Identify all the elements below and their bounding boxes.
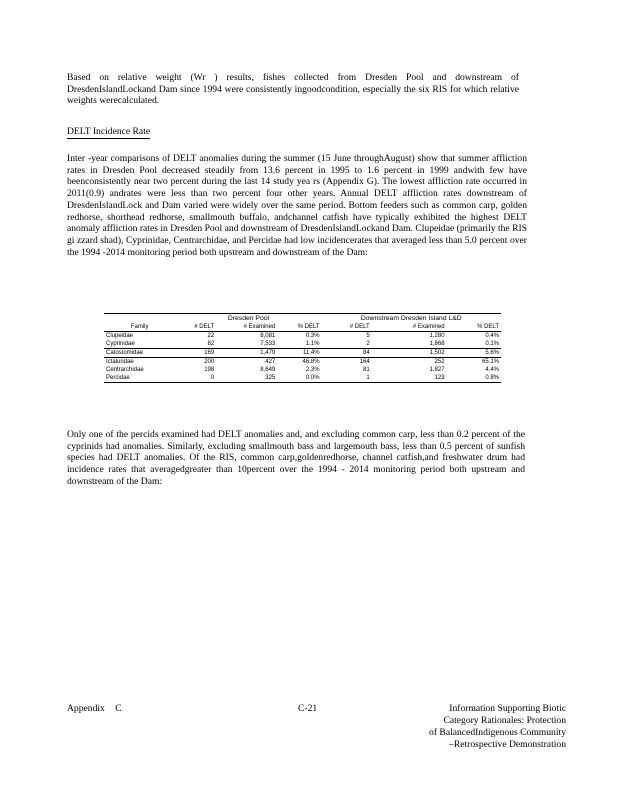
cell-examined-pool: 8,649 <box>260 367 276 373</box>
footer-title-line: Category Rationales: Protection <box>443 715 566 726</box>
cell-delt-downstream: 5 <box>366 333 370 339</box>
downstream-group-header: Downstream Dresden Island L&D <box>322 314 501 324</box>
cell-pct-downstream: 5.6% <box>447 349 501 358</box>
cell-examined-downstream: 123 <box>372 374 447 383</box>
cell-examined-pool: 1,479 <box>216 349 277 358</box>
cell-delt-pool: 198 <box>204 367 215 373</box>
dresden-pool-group-header: Dresden Pool <box>175 314 321 324</box>
cell-pct-downstream: 0.1% <box>447 340 501 349</box>
cell-examined-pool: 8,081 <box>260 333 276 339</box>
col-examined-downstream: # Examined <box>372 323 447 332</box>
col-pct-downstream: % DELT <box>447 323 501 332</box>
cell-pct-pool: 2.3% <box>305 367 320 373</box>
cell-delt-downstream: 81 <box>363 367 370 373</box>
cell-examined-downstream: 1,868 <box>372 340 447 349</box>
cell-examined-pool: 325 <box>216 374 277 383</box>
cell-delt-pool: 169 <box>175 349 216 358</box>
cell-delt-pool: 200 <box>204 359 215 365</box>
cell-examined-downstream: 1,280 <box>429 333 445 339</box>
paragraph-relative-weight: Based on relative weight (Wr ) results, fishes collected from Dresden Pool and downstream of DresdenIslandLockand Dam since 1994 were consistently ingoodcondition, especially the six RIS for which relative weights werecalculated. <box>67 72 519 107</box>
cell-pct-downstream: 0.4% <box>485 333 499 339</box>
cell-pct-downstream: 65.1% <box>481 359 499 365</box>
cell-pct-pool: 0.3% <box>305 333 320 339</box>
cell-delt-pool: 82 <box>175 340 216 349</box>
table-row <box>104 366 501 374</box>
cell-delt-pool: 0 <box>175 374 216 383</box>
cell-family: Catostomidae <box>104 349 175 358</box>
cell-pct-pool: 1.1% <box>277 340 321 349</box>
footer-appendix-label: Appendix C <box>67 703 122 714</box>
cell-examined-pool: 427 <box>265 359 276 365</box>
cell-pct-pool: 46.8% <box>302 359 320 365</box>
table-row <box>104 358 501 367</box>
footer-page-number: C-21 <box>298 703 318 714</box>
table-row <box>104 374 501 383</box>
cell-family: Percidae <box>104 374 175 383</box>
paragraph-delt-comparisons: Inter -year comparisons of DELT anomalies during the summer (15 June throughAugust) show that summer affliction rates in Dresden Pool decreased steadily from 13.6 percent in 1995 to 1.6 percent in 1999 andwith few have beenconsistently near two percent during the last 14 study yea rs (Appendix G). The lowest affliction rate occurred in 2011(0.9) andrates were less than two percent four other years. Annual DELT affliction rates downstream of DresdenIslandLock and Dam varied were widely over the same period. Bottom feeders such as common carp, golden redhorse, shorthead redhorse, smallmouth buffalo, andchannel catfish have typically exhibited the highest DELT anomaly affliction rates in Dresden Pool and downstream of DresdenIslandLockand Dam. Clupeidae (primarily the RIS gi zzard shad), Cyprinidae, Centrarchidae, and Percidae had low incidencerates that averaged less than 5.0 percent over the 1994 -2014 monitoring period both upstream and downstream of the Dam: <box>67 153 527 258</box>
delt-incidence-table <box>104 313 501 383</box>
cell-examined-downstream: 1,502 <box>372 349 447 358</box>
cell-delt-downstream: 2 <box>322 340 372 349</box>
cell-delt-downstream: 1 <box>322 374 372 383</box>
cell-pct-downstream: 4.4% <box>485 367 499 373</box>
col-pct-pool: % DELT <box>277 323 321 332</box>
cell-delt-pool: 22 <box>207 333 215 339</box>
col-delt-downstream: # DELT <box>322 323 372 332</box>
col-examined-pool: # Examined <box>216 323 277 332</box>
section-heading: DELT Incidence Rate <box>67 126 151 137</box>
cell-pct-downstream: 0.8% <box>447 374 501 383</box>
cell-pct-pool: 11.4% <box>277 349 321 358</box>
cell-pct-pool: 0.0% <box>277 374 321 383</box>
footer-title-line: Information Supporting Biotic <box>449 703 566 714</box>
table-group-header-row <box>104 314 501 324</box>
paragraph-percids: Only one of the percids examined had DELT anomalies and, and excluding common carp, less than 0.2 percent of the cyprinids had anomalies. Similarly, excluding smallmouth bass and largemouth bass, less than 0.5 percent of sunfish species had DELT anomalies. Of the RIS, common carp,goldenredhorse, channel catfish,and freshwater drum had incidence rates that averagedgreater than 10percent over the 1994 - 2014 monitoring period both upstream and downstream of the Dam: <box>67 429 525 487</box>
cell-delt-downstream: 84 <box>322 349 372 358</box>
cell-family: Clupeidae <box>106 333 134 339</box>
footer-title-line: –Retrospective Demonstration <box>449 739 566 750</box>
family-column-header: Family <box>104 314 175 332</box>
table-row <box>104 340 501 349</box>
cell-family: Cyprinidae <box>104 340 175 349</box>
cell-family: Centrarchidae <box>106 367 144 373</box>
cell-examined-downstream: 252 <box>434 359 445 365</box>
footer-title-line: of BalancedIndigenous Community <box>429 727 566 738</box>
cell-family: Ictaluridae <box>106 359 134 365</box>
col-delt-pool: # DELT <box>175 323 216 332</box>
cell-examined-downstream: 1,827 <box>429 367 445 373</box>
table-row <box>104 332 501 341</box>
footer-document-title <box>398 703 566 751</box>
cell-examined-pool: 7,533 <box>216 340 277 349</box>
cell-delt-downstream: 164 <box>359 359 370 365</box>
table-row <box>104 349 501 358</box>
